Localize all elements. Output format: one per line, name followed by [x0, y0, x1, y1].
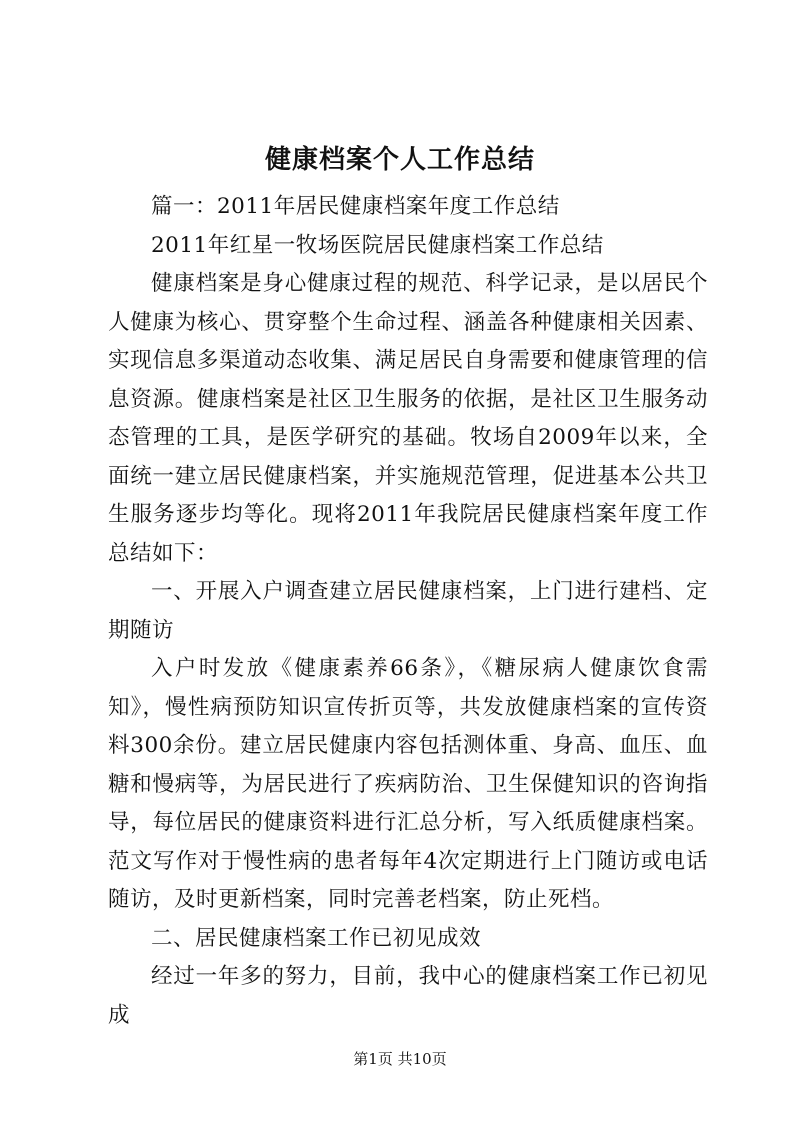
report-subtitle: 2011年红星一牧场医院居民健康档案工作总结: [151, 232, 604, 258]
section-heading-part-one: 篇一：2011年居民健康档案年度工作总结: [151, 194, 560, 219]
section-heading-one: 一、开展入户调查建立居民健康档案，上门进行建档、定期随访: [108, 579, 708, 643]
page-number-footer: 第1页 共10页: [353, 1050, 447, 1068]
body-paragraph-intro: 健康档案是身心健康过程的规范、科学记录，是以居民个人健康为核心、贯穿整个生命过程、涵盖各种健康相关因素、实现信息多渠道动态收集、满足居民自身需要和健康管理的信息资源。健康档案是社区卫生服务的依据，是社区卫生服务动态管理的工具，是医学研究的基础。牧场自2009年以来，全面统一建立居民健康档案，并实施规范管理，促进基本公共卫生服务逐步均等化。现将2011年我院居民健康档案年度工作总结如下：: [108, 271, 708, 566]
document-body: [108, 188, 708, 1035]
section-heading-two: 二、居民健康档案工作已初见成效: [151, 925, 482, 951]
body-paragraph-results: 经过一年多的努力，目前，我中心的健康档案工作已初见成: [108, 964, 708, 1028]
document-title: 健康档案个人工作总结: [264, 145, 535, 175]
body-paragraph-visits: 入户时发放《健康素养66条》，《糖尿病人健康饮食需知》，慢性病预防知识宣传折页等，共发放健康档案的宣传资料300余份。建立居民健康内容包括测体重、身高、血压、血糖和慢病等，为居民进行了疾病防治、卫生保健知识的咨询指导，每位居民的健康资料进行汇总分析，写入纸质健康档案。范文写作对于慢性病的患者每年4次定期进行上门随访或电话随访，及时更新档案，同时完善老档案，防止死档。: [108, 656, 708, 912]
